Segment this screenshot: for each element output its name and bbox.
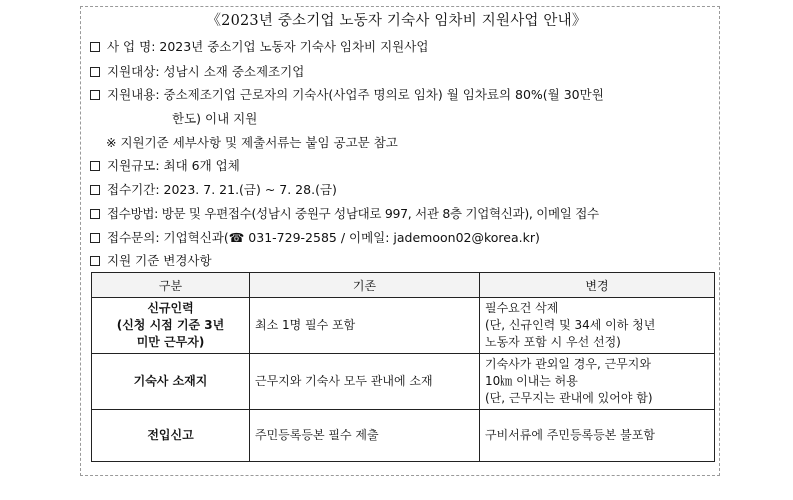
table-header-row <box>92 273 715 298</box>
category-line: 신규인력 <box>147 301 194 315</box>
category-cell <box>92 410 250 462</box>
item-target: 지원대상: 성남시 소재 중소제조기업 <box>90 62 304 80</box>
after-cell <box>480 410 715 462</box>
after-line: (단, 근무지는 관내에 있어야 함) <box>485 391 653 405</box>
category-line: (신청 시점 기준 3년 <box>116 318 225 332</box>
notice-title: 《2023년 중소기업 노동자 기숙사 임차비 지원사업 안내》 <box>206 13 587 29</box>
before-line: 주민등록등본 필수 제출 <box>255 428 379 442</box>
checkbox-icon <box>90 185 100 195</box>
item-change-heading <box>90 251 212 269</box>
after-line: 노동자 포함 시 우선 선정) <box>485 335 621 349</box>
item-project-name: 사 업 명: 2023년 중소기업 노동자 기숙사 임차비 지원사업 <box>90 37 428 55</box>
column-header: 변경 <box>480 273 715 298</box>
checkbox-icon <box>90 161 100 171</box>
item-value: 중소제조기업 근로자의 기숙사(사업주 명의로 임차) 월 임차료의 80%(월 30만원 <box>163 87 604 102</box>
checkbox-icon <box>90 233 100 243</box>
item-inquiry: 접수문의: 기업혁신과(☎ 031-729-2585 / 이메일: jademoon02@korea.kr) <box>90 228 540 246</box>
item-key: 지원내용 <box>107 87 156 102</box>
reference-note: ※ 지원기준 세부사항 및 제출서류는 붙임 공고문 참고 <box>106 135 398 150</box>
item-key: 사 업 명 <box>107 39 152 54</box>
item-scale: 지원규모: 최대 6개 업체 <box>90 156 240 174</box>
item-value: 2023년 중소기업 노동자 기숙사 임차비 지원사업 <box>159 39 429 54</box>
item-value: 2023. 7. 21.(금) ~ 7. 28.(금) <box>163 182 337 197</box>
item-key: 지원대상 <box>107 64 156 79</box>
category-line: 미만 근무자) <box>136 335 205 349</box>
item-value: 기업혁신과(☎ 031-729-2585 / 이메일: jademoon02@korea.kr) <box>163 230 540 245</box>
item-key: 지원규모 <box>107 158 156 173</box>
checkbox-icon <box>90 67 100 77</box>
criteria-change-table <box>91 272 715 462</box>
section-heading: 지원 기준 변경사항 <box>107 253 212 268</box>
checkbox-icon <box>90 209 100 219</box>
after-line: 10㎞ 이내는 허용 <box>485 374 578 388</box>
column-header: 구분 <box>92 273 250 298</box>
after-cell <box>480 298 715 354</box>
before-cell <box>250 354 480 410</box>
after-line: 필수요건 삭제 <box>485 301 559 315</box>
item-support-content-continued: 한도) 이내 지원 <box>172 111 258 126</box>
item-value: 최대 6개 업체 <box>163 158 240 173</box>
after-line: 구비서류에 주민등록등본 불포함 <box>485 428 655 442</box>
checkbox-icon <box>90 42 100 52</box>
before-cell <box>250 298 480 354</box>
checkbox-icon <box>90 90 100 100</box>
item-method: 접수방법: 방문 및 우편접수(성남시 중원구 성남대로 997, 서관 8층 기업혁신과), 이메일 접수 <box>90 204 599 222</box>
before-line: 근무지와 기숙사 모두 관내에 소재 <box>255 374 433 388</box>
column-header: 기존 <box>250 273 480 298</box>
item-key: 접수기간 <box>107 182 156 197</box>
category-line: 전입신고 <box>147 428 194 442</box>
table-row <box>92 410 715 462</box>
category-cell <box>92 354 250 410</box>
after-line: 기숙사가 관외일 경우, 근무지와 <box>485 357 651 371</box>
item-key: 접수문의 <box>107 230 156 245</box>
item-support-content: 지원내용: 중소제조기업 근로자의 기숙사(사업주 명의로 임차) 월 임차료의 80%(월 30만원 <box>90 85 604 103</box>
after-line: (단, 신규인력 및 34세 이하 청년 <box>485 318 656 332</box>
table-row <box>92 354 715 410</box>
category-line: 기숙사 소재지 <box>133 374 208 388</box>
category-cell <box>92 298 250 354</box>
after-cell <box>480 354 715 410</box>
item-value: 방문 및 우편접수(성남시 중원구 성남대로 997, 서관 8층 기업혁신과), 이메일 접수 <box>161 206 599 221</box>
before-cell <box>250 410 480 462</box>
item-key: 접수방법 <box>107 206 155 221</box>
item-value: 성남시 소재 중소제조기업 <box>163 64 305 79</box>
table-row <box>92 298 715 354</box>
item-period: 접수기간: 2023. 7. 21.(금) ~ 7. 28.(금) <box>90 180 337 198</box>
checkbox-icon <box>90 256 100 266</box>
before-line: 최소 1명 필수 포함 <box>255 318 356 332</box>
